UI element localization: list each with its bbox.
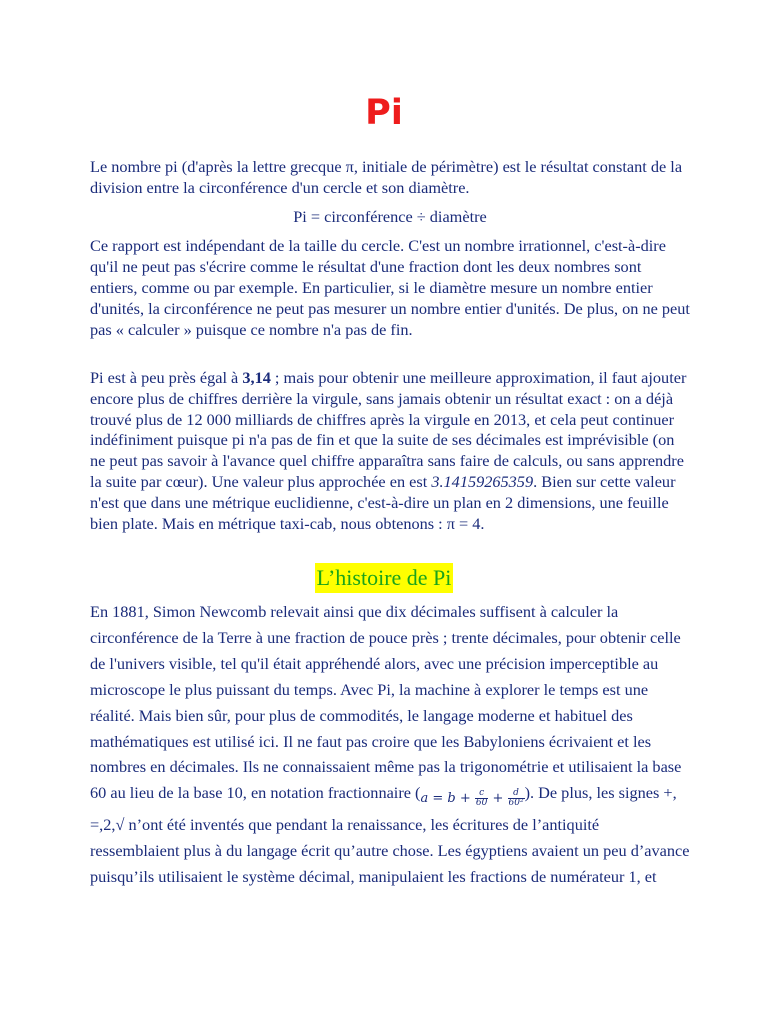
fraction-num: d (508, 789, 525, 799)
approx-text-e: . Bien sur cette valeur n'est que dans une métrique euclidienne, c'est-à-dire un plan en 2 dimensions, une feuille bien plate. Mais en métrique taxi-cab, nous obtenons : π = 4. (90, 471, 676, 533)
history-text-b: ). De plus, les signes +, =, (90, 783, 677, 835)
approx-text-c: ; mais pour obtenir une meilleure approximation, il faut ajouter encore plus de chiffres derrière la virgule, sans jamais obtenir un résultat exact : on a déjà trouvé plus de 12 000 milliards de chiffres après la virgule en 2013, et cela peut continuer indéfiniment puisque pi n'a pas de fin et que la suite de ses décimales est imprévisible (on ne peut pas savoir à l'avance quel chiffre apparaîtra sans faire de calculs, ou sans apprendre la suite par cœur). Une valeur plus approchée en est (90, 368, 687, 491)
history-paragraph (90, 599, 690, 890)
section-heading: L’histoire de Pi (315, 563, 454, 593)
approximation-paragraph (90, 368, 690, 534)
intro-paragraph: Le nombre pi (d'après la lettre grecque π, initiale de périmètre) est le résultat constant de la division entre la circonférence d'un cercle et son diamètre. (90, 157, 683, 197)
fraction-den: 60² (508, 798, 524, 809)
fraction-d-60sq (508, 789, 525, 808)
page-title: Pi (365, 93, 403, 133)
pi-formula: Pi = circonférence ÷ diamètre (293, 207, 487, 226)
formula-plus: + (488, 791, 508, 807)
babylonian-formula (420, 786, 524, 812)
ratio-paragraph: Ce rapport est indépendant de la taille du cercle. C'est un nombre irrationnel, c'est-à-dire qu'il ne peut pas s'écrire comme le résultat d'une fraction dont les deux nombres sont entiers, comme ou par exemple. En particulier, si le diamètre mesure un nombre entier d'unités, la circonférence ne peut pas mesurer un nombre entier d'unités. De plus, on ne peut pas « calculer » puisque ce nombre n'a pas de fin. (90, 236, 690, 339)
formula-prefix: a = b + (420, 791, 475, 807)
fraction-den: 60 (475, 798, 488, 809)
approx-text-a: Pi est à peu près égal à (90, 368, 243, 387)
approx-value-italic: 3.14159265359 (431, 471, 534, 491)
history-text-a: En 1881, Simon Newcomb relevait ainsi que dix décimales suffisent à calculer la circonférence de la Terre à une fraction de pouce près ; trente décimales, pour obtenir celle de l'univers visible, tel qu'il était appréhendé alors, avec une précision imperceptible au microscope le plus puissant du temps. Avec Pi, la machine à explorer le temps est une réalité. Mais bien sûr, pour plus de commodités, le langage moderne et habituel des mathématiques est utilisé ici. Il ne faut pas croire que les Babyloniens écrivaient et les nombres en décimales. Ils ne connaissaient même pas la trigonométrie et utilisaient la base 60 au lieu de la base 10, en notation fractionnaire ( (90, 602, 682, 803)
history-text-c: n’ont été inventés que pendant la renaissance, les écritures de l’antiquité ressemblaient plus à du langage écrit qu’autre chose. Les égyptiens avaient un peu d’avance puisqu’ils utilisaient le système décimal, manipulaient les fractions de numérateur 1, et (90, 815, 690, 887)
section-heading-wrap (0, 563, 768, 593)
fraction-num: c (475, 789, 488, 799)
math-symbols: 2,√ (103, 815, 125, 835)
fraction-c-60 (475, 789, 488, 808)
approx-value-bold: 3,14 (242, 368, 271, 387)
